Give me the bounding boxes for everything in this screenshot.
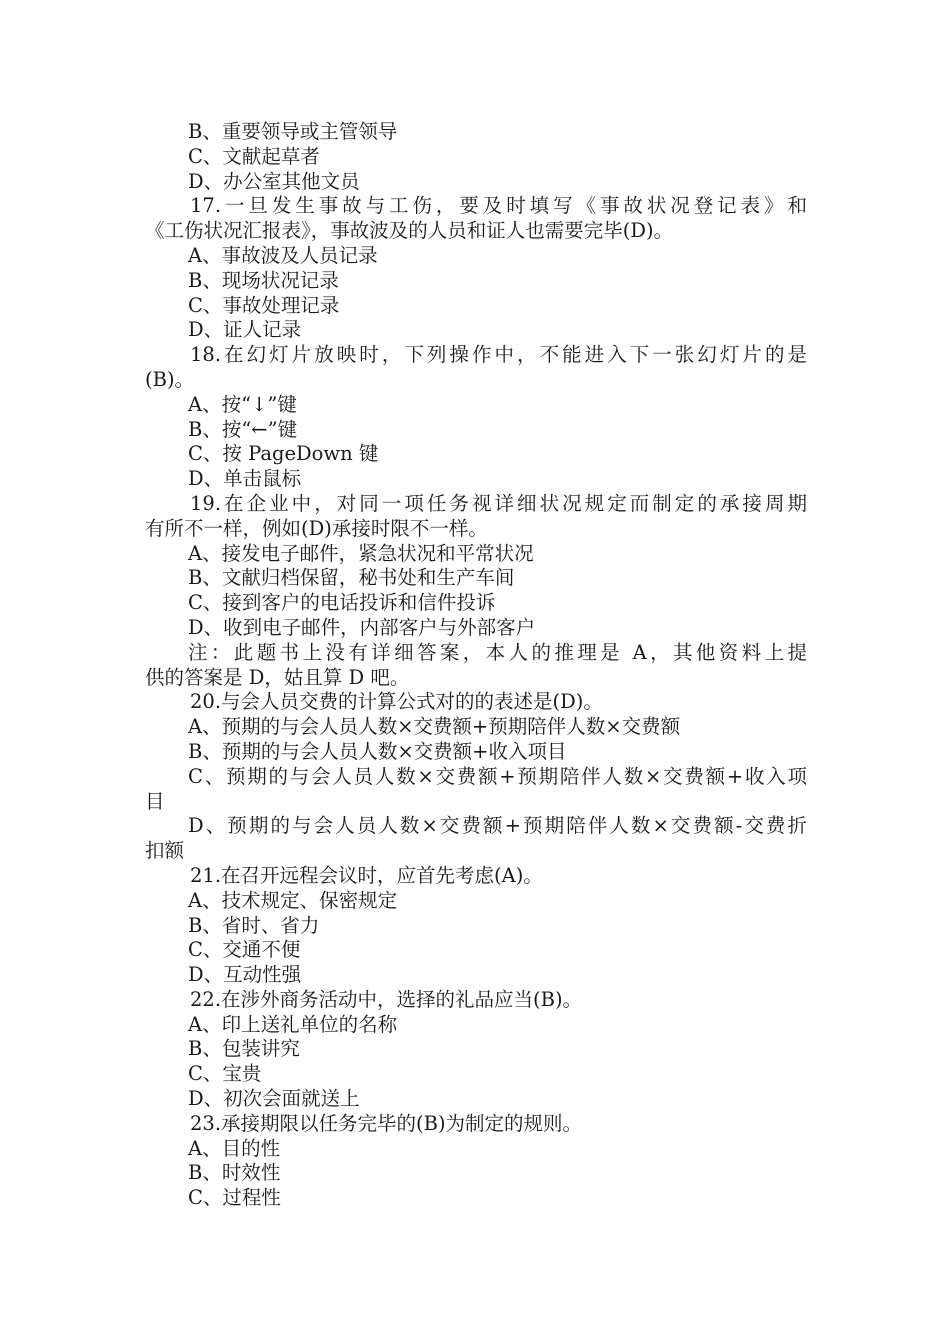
option-line: D、互动性强 bbox=[188, 963, 302, 987]
option-line: 注：此题书上没有详细答案，本人的推理是 A，其他资料上提 bbox=[188, 640, 807, 664]
option-line: C、过程性 bbox=[188, 1186, 281, 1210]
option-line: D、单击鼠标 bbox=[188, 467, 302, 491]
option-line: D、收到电子邮件，内部客户与外部客户 bbox=[188, 615, 536, 639]
option-line: B、按“←”键 bbox=[188, 417, 298, 441]
option-line: B、时效性 bbox=[188, 1161, 281, 1185]
option-line: A、按“↓”键 bbox=[188, 392, 297, 416]
option-line: B、预期的与会人员人数×交费额+收入项目 bbox=[188, 739, 567, 763]
option-line: D、办公室其他文员 bbox=[188, 169, 360, 193]
option-line: A、目的性 bbox=[188, 1136, 281, 1160]
option-line: A、印上送礼单位的名称 bbox=[188, 1012, 398, 1036]
option-line: D、预期的与会人员人数×交费额+预期陪伴人数×交费额-交费折 bbox=[188, 814, 807, 838]
option-line: D、证人记录 bbox=[188, 318, 302, 342]
continuation-line: 供的答案是 D，姑且算 D 吧。 bbox=[145, 665, 410, 689]
question-line: 20.与会人员交费的计算公式对的的表述是(D)。 bbox=[190, 690, 603, 714]
option-line: C、宝贵 bbox=[188, 1062, 262, 1086]
continuation-line: 扣额 bbox=[145, 839, 185, 863]
option-line: A、预期的与会人员人数×交费额+预期陪伴人数×交费额 bbox=[188, 715, 681, 739]
continuation-line: 目 bbox=[145, 789, 165, 813]
option-line: B、省时、省力 bbox=[188, 913, 320, 937]
question-line: 23.承接期限以任务完毕的(B)为制定的规则。 bbox=[190, 1111, 583, 1135]
option-line: C、文献起草者 bbox=[188, 144, 320, 168]
question-line: 18.在幻灯片放映时，下列操作中，不能进入下一张幻灯片的是 bbox=[190, 343, 807, 367]
option-line: A、技术规定、保密规定 bbox=[188, 888, 398, 912]
option-line: B、重要领导或主管领导 bbox=[188, 120, 398, 143]
option-line: B、包装讲究 bbox=[188, 1037, 300, 1061]
option-line: C、事故处理记录 bbox=[188, 293, 340, 317]
option-line: A、接发电子邮件，紧急状况和平常状况 bbox=[188, 541, 534, 565]
question-line: 22.在涉外商务活动中，选择的礼品应当(B)。 bbox=[190, 987, 583, 1011]
continuation-line: (B)。 bbox=[145, 367, 195, 391]
option-line: C、交通不便 bbox=[188, 938, 301, 962]
option-line: A、事故波及人员记录 bbox=[188, 243, 378, 267]
option-line: C、预期的与会人员人数×交费额+预期陪伴人数×交费额+收入项 bbox=[188, 764, 807, 788]
document-body bbox=[145, 120, 807, 1211]
option-line: B、文献归档保留，秘书处和生产车间 bbox=[188, 566, 515, 590]
continuation-line: 有所不一样，例如(D)承接时限不一样。 bbox=[145, 516, 488, 540]
question-line: 17.一旦发生事故与工伤，要及时填写《事故状况登记表》和 bbox=[190, 194, 807, 218]
question-line: 21.在召开远程会议时，应首先考虑(A)。 bbox=[190, 863, 543, 887]
question-line: 19.在企业中，对同一项任务视详细状况规定而制定的承接周期 bbox=[190, 491, 807, 515]
continuation-line: 《工伤状况汇报表》，事故波及的人员和证人也需要完毕(D)。 bbox=[145, 219, 674, 243]
option-line: B、现场状况记录 bbox=[188, 268, 339, 292]
option-line: C、接到客户的电话投诉和信件投诉 bbox=[188, 591, 496, 615]
option-line: D、初次会面就送上 bbox=[188, 1087, 360, 1111]
option-line: C、按 PageDown 键 bbox=[188, 442, 379, 466]
